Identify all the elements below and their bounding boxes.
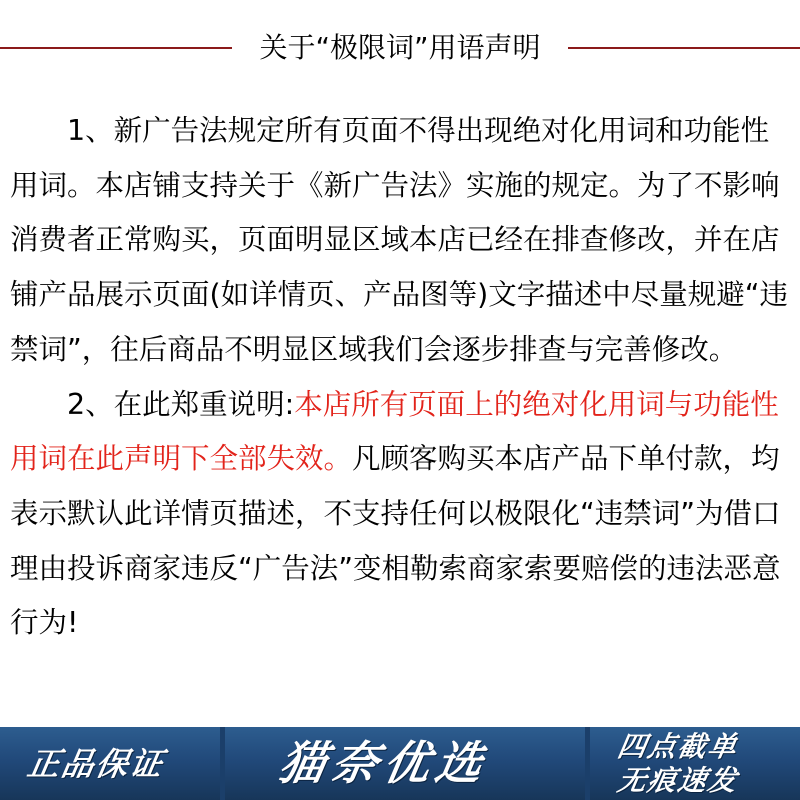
declaration-body (10, 104, 792, 651)
paragraph-2-highlight: 本店所有页面上的绝对化用词与功能性用词在此声明下全部失效。 (10, 387, 779, 476)
genuine-guarantee-label: 正品保证 (24, 745, 168, 783)
header-rule-right (568, 47, 800, 49)
order-cutoff-label: 四点截单 (615, 730, 742, 763)
paragraph-2-suffix: 凡顾客购买本店产品下单付款，均表示默认此详情页描述，不支持任何以极限化“违禁词”为借口理由投诉商家违反“广告法”变相勒索商家索要赔偿的违法恶意行为! (10, 442, 781, 640)
paragraph-2 (10, 378, 792, 652)
discreet-shipping-label: 无痕速发 (615, 764, 742, 797)
paragraph-1: 1、新广告法规定所有页面不得出现绝对化用词和功能性用词。本店铺支持关于《新广告法》实施的规定。为了不影响消费者正常购买，页面明显区域本店已经在排查修改，并在店铺产品展示页面(如详情页、产品图等)文字描述中尽量规避“违禁词”，往后商品不明显区域我们会逐步排查与完善修改。 (10, 114, 789, 366)
page-title: 关于“极限词”用语声明 (259, 31, 541, 64)
footer-banner (0, 727, 800, 800)
paragraph-2-prefix: 2、在此郑重说明: (67, 387, 295, 421)
header-rule-left (0, 47, 232, 49)
declaration-header (0, 18, 800, 78)
brand-name: 猫奈优选 (275, 736, 493, 790)
